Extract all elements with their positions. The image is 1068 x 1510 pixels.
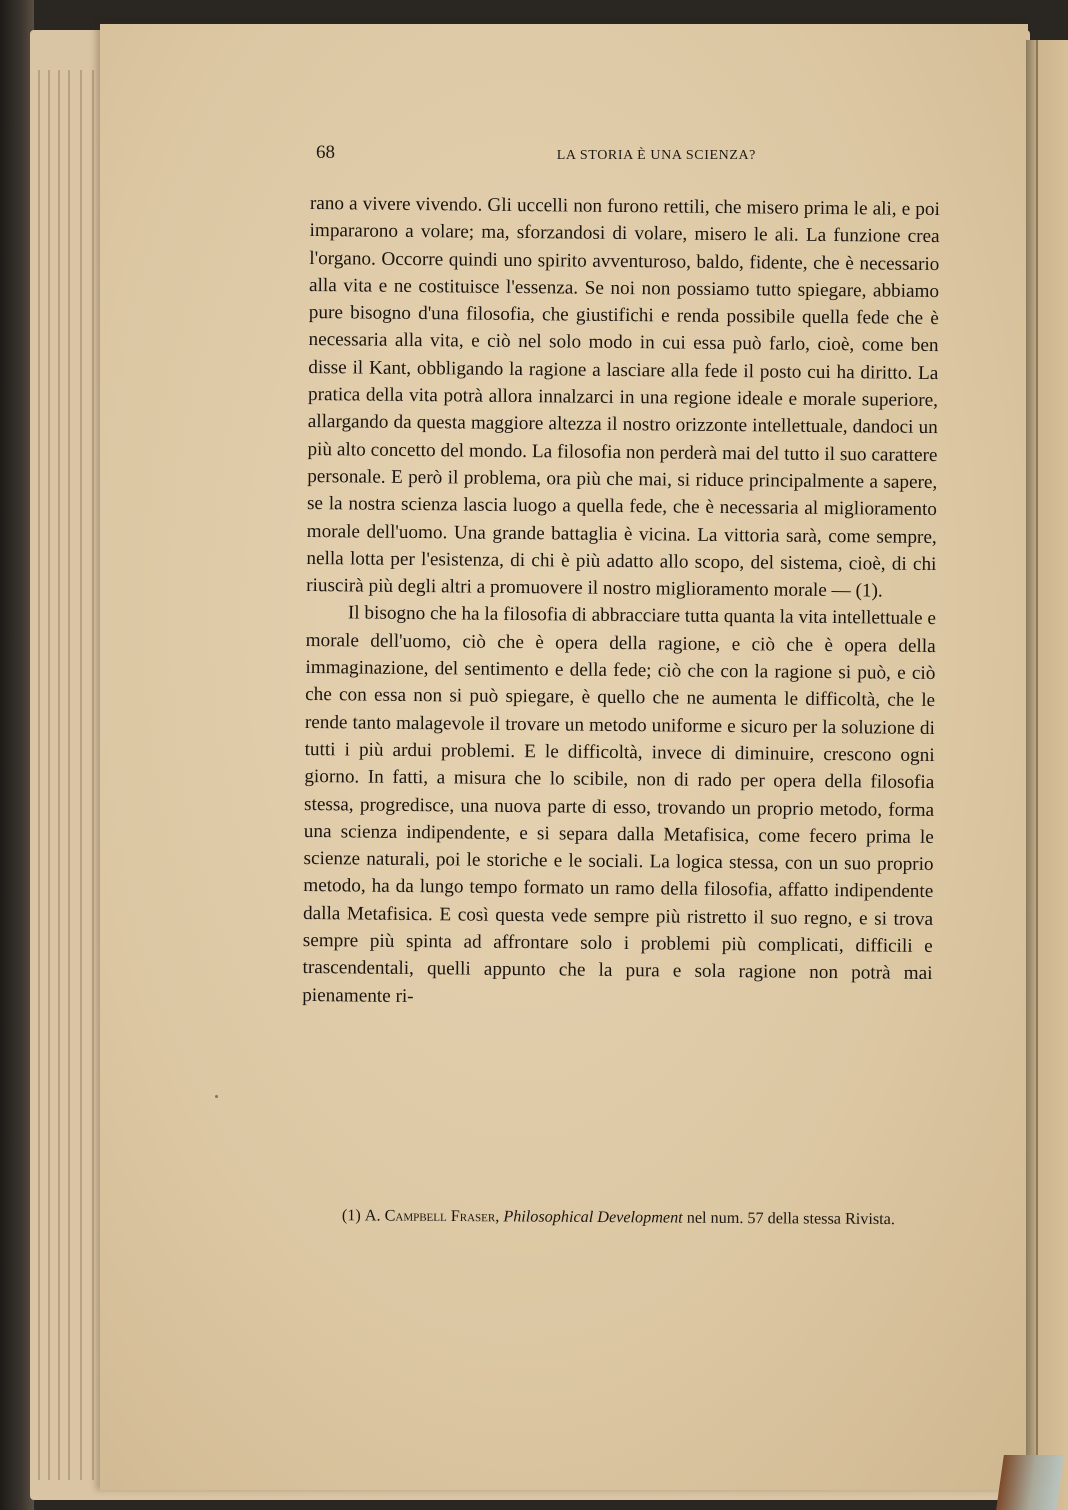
running-title: LA STORIA È UNA SCIENZA? xyxy=(556,148,756,163)
footnote-citation: nel num. 57 della stessa Rivista. xyxy=(686,1208,895,1229)
page-stack-edge xyxy=(48,70,50,1480)
bookmark-ribbon xyxy=(996,1455,1064,1510)
page-stack-edge xyxy=(92,70,94,1480)
page-stack-edge xyxy=(38,70,40,1480)
paragraph: rano a vivere vivendo. Gli uccelli non furono rettili, che misero prima le ali, e poi impararono a volare; ma, sforzandosi di volare, misero le ali. La funzione crea l'organo. Occorre quindi uno spirito avventuroso, baldo, fidente, che è necessario alla vita e ne costituisce l'essenza. Se noi non possiamo tutto spiegare, abbiamo pure bisogno d'una filosofia, che giustifichi e renda possibile quella fede che è necessaria alla vita, e ciò nel solo modo in cui essa può farlo, cioè, come ben disse il Kant, obbligando la ragione a lasciare alla fede il posto cui ha diritto. La pratica della vita potrà allora innalzarci in una regione ideale e morale superiore, allargando da questa maggiore altezza il nostro orizzonte intellettuale, dandoci un più alto concetto del mondo. La filosofia non perderà mai del tutto il suo carattere personale. E però il problema, ora più che mai, si riduce principalmente a sapere, se la nostra scienza lascia luogo a quella fede, che è necessaria al miglioramento morale dell'uomo. Una grande battaglia è vicina. La vittoria sarà, come sempre, nella lotta per l'esistenza, di chi è più adatto allo scopo, del sistema, cioè, di chi riuscirà più degli altri a promuovere il nostro miglioramento morale — (1). xyxy=(306,192,940,602)
footnote-marker: (1) xyxy=(341,1206,361,1225)
body-text xyxy=(302,190,940,1015)
facing-page-edge xyxy=(1026,40,1068,1510)
footnote-author: A. Campbell Fraser, xyxy=(364,1206,500,1226)
paper-speck xyxy=(215,1095,218,1098)
paragraph: Il bisogno che ha la filosofia di abbracciare tutta quanta la vita intellettuale e morale dell'uomo, ciò che è opera della ragione, e ciò che è opera della immaginazione, del sentimento e della fede; ciò che con la ragione si può, e ciò che con essa non si può spiegare, è quello che ne aumenta le difficoltà, che le rende tanto malagevole il trovare un metodo uniforme e sicuro per la soluzione di tutti i più ardui problemi. E le difficoltà, invece di diminuire, crescono ogni giorno. In fatti, a misura che lo scibile, non di rado per opera della filosofia stessa, progredisce, una nuova parte di esso, trovando un proprio metodo, forma una scienza indipendente, e si separa dalla Metafisica, come fecero prima le scienze naturali, poi le storiche e le sociali. La logica stessa, con un suo proprio metodo, ha da lungo tempo formato un ramo della filosofia, affatto indipendente dalla Metafisica. E così questa vede sempre più ristretto il suo regno, e si trova sempre più spinta ad affrontare solo i problemi più complicati, difficili e trascendentali, quelli appunto che la pura e sola ragione non potrà mai pienamente ri- xyxy=(302,602,937,1007)
page-stack-edge xyxy=(58,70,60,1480)
book-edge-left xyxy=(0,0,34,1510)
footnote xyxy=(308,1203,932,1231)
running-head xyxy=(316,142,756,172)
footnote-work-title: Philosophical Development xyxy=(503,1207,683,1227)
page-stack-edge xyxy=(80,70,82,1480)
page-stack-edge xyxy=(68,70,70,1480)
page-number: 68 xyxy=(316,142,335,163)
gutter-fold xyxy=(1036,40,1038,1510)
